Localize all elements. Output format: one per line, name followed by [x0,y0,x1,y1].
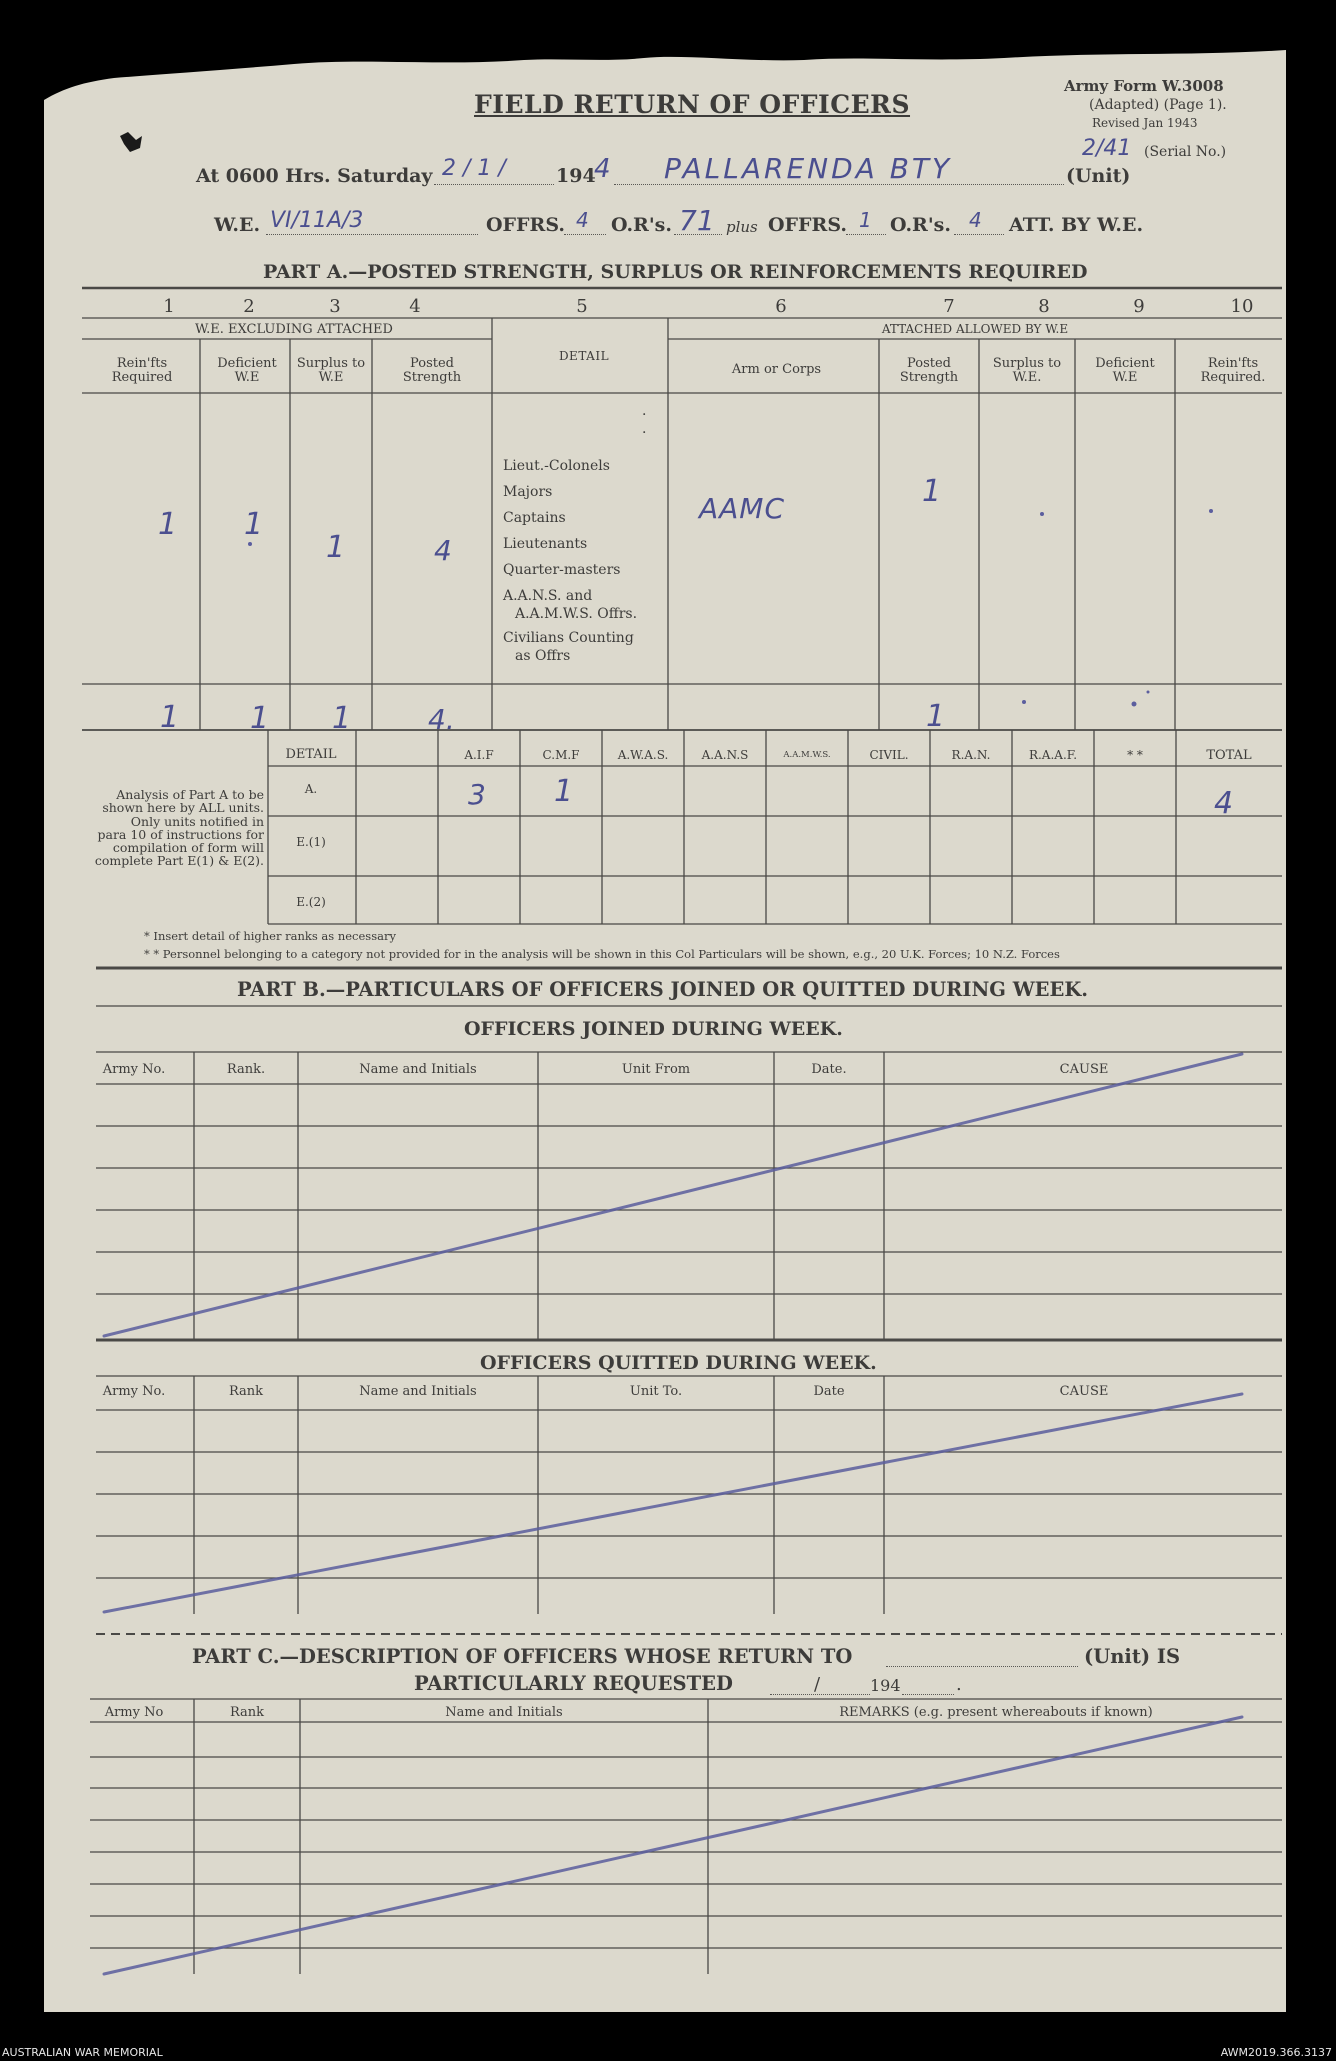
ors2-value: 4 [969,208,982,232]
analysis-col-aans: A.A.N.S [701,748,749,762]
part-c-date-slash: / [814,1674,821,1695]
header-surplus-we: Surplus to W.E [296,356,366,385]
quitted-title: OFFICERS QUITTED DURING WEEK. [480,1352,877,1374]
col-number-2: 2 [243,296,255,317]
part-c-col-name: Name and Initials [445,1705,563,1720]
hw-posted-strength: 4 [434,534,452,567]
hw-arm-or-corps: AAMC [699,492,786,525]
analysis-col-total: TOTAL [1206,748,1252,763]
return-date-value: 2 / 1 / [442,156,506,181]
rank-civilians: Civilians Counting [503,630,634,646]
header-att-surplus-we: Surplus to W.E. [992,356,1062,385]
rank-lieutenants: Lieutenants [503,536,588,552]
total-deficient: 1 [250,701,270,736]
col-number-5: 5 [576,296,588,317]
total-surplus: 1 [332,701,352,736]
part-c-unit-label: (Unit) IS [1084,1645,1181,1668]
rank-quarter-masters: Quarter-masters [503,562,621,578]
part-b-title: PART B.—PARTICULARS OF OFFICERS JOINED OR QUITTED DURING WEEK. [237,978,1089,1001]
quitted-col-date: Date [813,1384,845,1399]
footnote-other-personnel: * * Personnel belonging to a category not provided for in the analysis will be shown in this Col Particulars will be shown, e.g., 20 U.K. Forces; 10 N.Z. Forces [144,947,1060,961]
quitted-col-unit-to: Unit To. [629,1384,683,1399]
arm-or-corps-header: Arm or Corps [731,362,822,377]
col-number-6: 6 [775,296,787,317]
part-c-col-rank: Rank [229,1705,265,1720]
ors2-label: O.R's. [890,214,951,236]
offrs2-value: 1 [859,208,872,232]
hw-analysis-total: 4 [1214,786,1234,821]
return-year-prefix: 194 [556,165,596,187]
col-number-9: 9 [1133,296,1145,317]
analysis-detail-header: DETAIL [285,747,337,762]
ors-value: 71 [679,204,715,237]
page-title: FIELD RETURN OF OFFICERS [474,90,911,119]
col-number-4: 4 [409,296,421,317]
hw-att-posted: 1 [922,474,942,509]
header-reinf-required: Rein'fts Required [111,356,173,385]
part-c-col-remarks: REMARKS (e.g. present whereabouts if known) [839,1705,1153,1720]
quitted-col-rank: Rank [228,1384,264,1399]
col-number-3: 3 [329,296,341,317]
total-att-posted: 1 [926,699,946,734]
rank-lieut-colonels: Lieut.-Colonels [503,458,610,474]
quitted-col-name: Name and Initials [359,1384,477,1399]
analysis-col-cmf: C.M.F [542,748,580,762]
form-revised: Revised Jan 1943 [1092,116,1198,130]
part-c-title-line2: PARTICULARLY REQUESTED [414,1672,733,1695]
analysis-col-civil: CIVIL. [869,748,909,762]
form-sheet [44,44,1286,2012]
rank-majors: Majors [503,484,553,500]
form-number: Army Form W.3008 [1064,77,1224,95]
offrs2-label: OFFRS. [768,214,847,236]
hw-analysis-cmf: 1 [554,774,574,809]
analysis-col-ran: R.A.N. [951,748,991,762]
analysis-row-e2: E.(2) [296,895,326,909]
footnote-higher-ranks: * Insert detail of higher ranks as necessary [144,929,396,943]
group-we-excluding-attached: W.E. EXCLUDING ATTACHED [195,322,393,337]
part-c-title-line1: PART C.—DESCRIPTION OF OFFICERS WHOSE RETURN TO [192,1645,853,1668]
col-number-8: 8 [1038,296,1050,317]
rank-aamws: A.A.M.W.S. Offrs. [515,606,638,622]
offrs-label: OFFRS. [486,214,565,236]
analysis-row-a: A. [304,782,318,796]
joined-title: OFFICERS JOINED DURING WEEK. [464,1018,843,1040]
quitted-col-cause: CAUSE [1059,1384,1109,1399]
hw-analysis-aif: 3 [468,778,486,811]
att-by-we-label: ATT. BY W.E. [1009,214,1144,236]
header-att-reinf-required: Rein'fts Required. [1200,356,1266,385]
part-c-year: 194 [870,1676,901,1695]
hw-reinf-required: 1 [158,507,178,542]
detail-header: DETAIL [558,349,610,363]
header-posted-strength: Posted Strength [402,356,462,385]
joined-col-unit-from: Unit From [621,1062,691,1077]
we-value: VI/11A/3 [270,208,364,233]
return-time-label: At 0600 Hrs. Saturday [196,165,433,187]
analysis-col-raaf: R.A.A.F. [1028,748,1078,762]
hw-surplus: 1 [326,530,346,565]
analysis-row-e1: E.(1) [296,835,326,849]
credit-right: AWM2019.366.3137 [1220,2046,1332,2059]
credit-left: AUSTRALIAN WAR MEMORIAL [2,2046,163,2059]
rank-aans: A.A.N.S. and [503,588,593,604]
joined-col-name: Name and Initials [359,1062,477,1077]
part-a-title: PART A.—POSTED STRENGTH, SURPLUS OR REINFORCEMENTS REQUIRED [263,261,1088,283]
header-deficient-we: Deficient W.E [217,356,277,385]
return-year-value: 4 [594,154,611,184]
header-att-deficient-we: Deficient W.E [1095,356,1155,385]
analysis-col-aif: A.I.F [464,748,494,762]
rank-civilians-cont: as Offrs [515,648,571,664]
we-label: W.E. [214,214,261,236]
ors-label: O.R's. [611,214,672,236]
group-attached-allowed: ATTACHED ALLOWED BY W.E [881,322,1069,336]
serial-number-label: (Serial No.) [1144,144,1227,160]
header-att-posted-strength: Posted Strength [899,356,959,385]
col-number-1: 1 [163,296,175,317]
unit-label: (Unit) [1066,165,1131,187]
analysis-col-other: * * [1127,748,1143,762]
joined-col-rank: Rank. [226,1062,266,1077]
joined-col-date: Date. [811,1062,847,1077]
part-c-end: . [956,1674,962,1695]
plus-label: plus [726,218,758,236]
ditto-dots: · · [642,407,647,441]
col-number-10: 10 [1230,296,1254,317]
quitted-col-army-no: Army No. [102,1384,166,1399]
analysis-note: Analysis of Part A to be shown here by ALL units. Only units notified in para 10 of instructions for compilation of form will complete Part E(1) & E(2). [94,787,264,869]
total-reinf-required: 1 [160,700,180,735]
rank-captains: Captains [503,510,566,526]
offrs-value: 4 [576,208,589,232]
form-rules [44,44,1286,2012]
joined-col-army-no: Army No. [102,1062,166,1077]
serial-number-value: 2/41 [1082,136,1132,161]
hw-deficient: 1 [244,507,264,542]
col-number-7: 7 [943,296,955,317]
analysis-col-aamws: A.A.M.W.S. [783,750,831,760]
joined-col-cause: CAUSE [1059,1062,1109,1077]
form-adapted: (Adapted) (Page 1). [1089,97,1227,113]
part-c-col-army-no: Army No [104,1705,164,1720]
analysis-col-awas: A.W.A.S. [617,748,669,762]
total-posted-strength: 4. [428,703,455,736]
unit-name-value: PALLARENDA BTY [664,152,953,185]
